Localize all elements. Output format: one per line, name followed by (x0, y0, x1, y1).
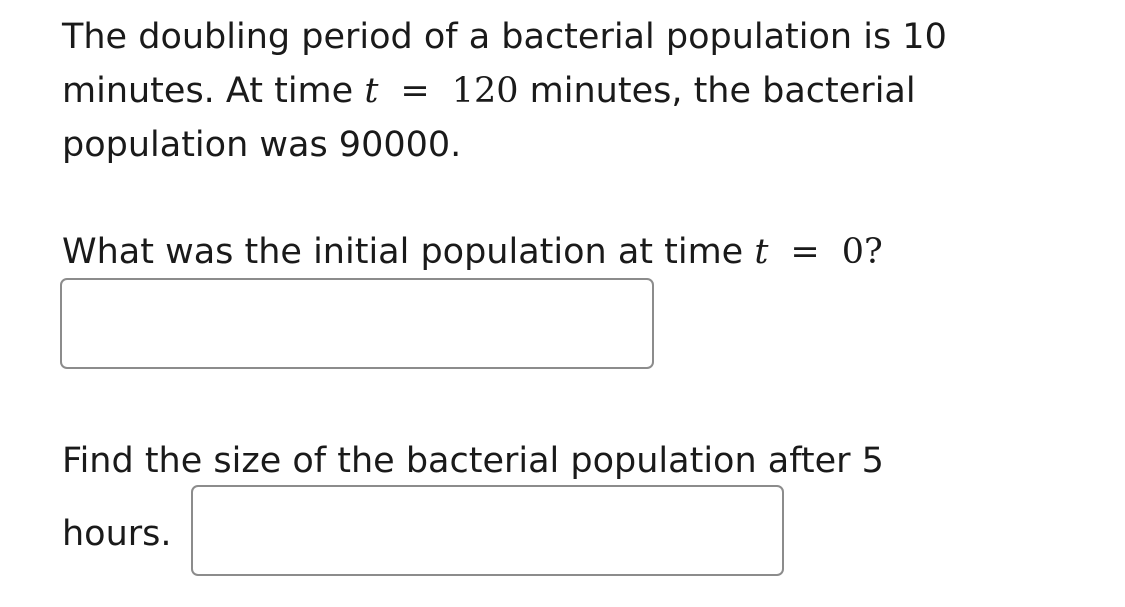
initial-population-answer-input[interactable] (60, 278, 654, 369)
statement-line-2 (62, 68, 916, 114)
time-value: 0 (841, 232, 865, 272)
time-value: 120 (451, 71, 519, 111)
time-variable: t (754, 232, 769, 272)
statement-line-3: population was 90000. (62, 125, 462, 165)
question-1-text (62, 229, 883, 275)
equals-sign: = (790, 232, 820, 272)
question-2-line-2: hours. (62, 514, 172, 554)
time-variable: t (364, 71, 379, 111)
equals-sign: = (400, 71, 430, 111)
statement-line-1: The doubling period of a bacterial population is 10 (62, 17, 947, 57)
population-after-5-hours-answer-input[interactable] (191, 485, 784, 576)
question-mark: ? (864, 232, 883, 272)
question-1-prefix: What was the initial population at time (62, 232, 755, 272)
statement-line-2-prefix: minutes. At time (62, 71, 365, 111)
question-2-line-1: Find the size of the bacterial population after 5 (62, 441, 884, 481)
statement-line-2-suffix: minutes, the bacterial (518, 71, 916, 111)
